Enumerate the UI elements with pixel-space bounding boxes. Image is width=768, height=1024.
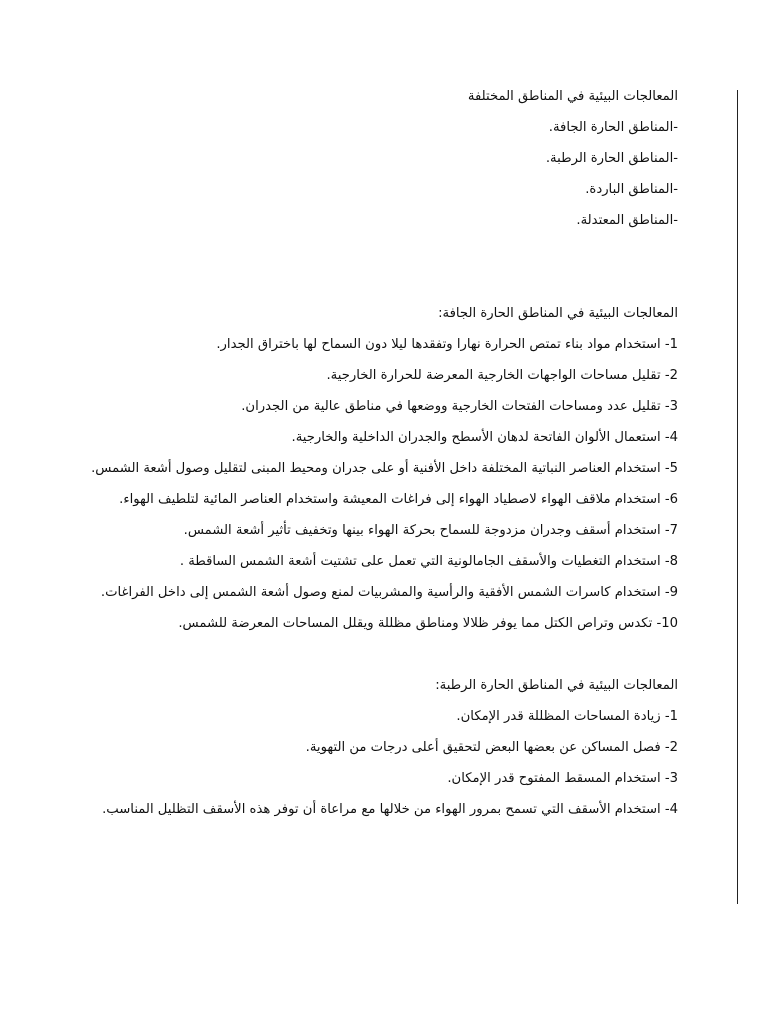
list-item: 4- استعمال الألوان الفاتحة لدهان الأسطح والجدران الداخلية والخارجية.	[291, 430, 678, 445]
blank-space	[78, 243, 678, 305]
list-item: -المناطق الباردة.	[585, 182, 678, 197]
list-item: -المناطق المعتدلة.	[576, 213, 678, 228]
section-title-intro: المعالجات البيئية في المناطق المختلفة	[467, 89, 678, 104]
list-item: 3- تقليل عدد ومساحات الفتحات الخارجية ووضعها في مناطق عالية من الجدران.	[241, 399, 678, 414]
list-item: 5- استخدام العناصر النباتية المختلفة داخل الأفنية أو على جدران ومحيط المبنى لتقليل وصول أشعة الشمس.	[91, 461, 678, 476]
section-title-hot-humid: المعالجات البيئية في المناطق الحارة الرطبة:	[435, 678, 678, 693]
list-item: 8- استخدام التغطيات والأسقف الجامالونية التي تعمل على تشتيت أشعة الشمس الساقطة .	[179, 554, 678, 569]
list-item: 7- استخدام أسقف وجدران مزدوجة للسماح بحركة الهواء بينها وتخفيف تأثير أشعة الشمس.	[183, 523, 678, 538]
blank-space	[78, 646, 678, 677]
list-item: 1- زيادة المساحات المظللة قدر الإمكان.	[456, 709, 678, 724]
list-item: 2- تقليل مساحات الواجهات الخارجية المعرضة للحرارة الخارجية.	[326, 368, 678, 383]
section-title-hot-dry: المعالجات البيئية في المناطق الحارة الجافة:	[438, 306, 678, 321]
document-body	[78, 88, 678, 832]
list-item: 6- استخدام ملاقف الهواء لاصطياد الهواء إلى فراغات المعيشة واستخدام العناصر المائية لتلطيف الهواء.	[119, 492, 678, 507]
list-item: -المناطق الحارة الجافة.	[548, 120, 678, 135]
list-item: 2- فصل المساكن عن بعضها البعض لتحقيق أعلى درجات من التهوية.	[305, 740, 678, 755]
list-item: -المناطق الحارة الرطبة.	[545, 151, 678, 166]
list-item: 4- استخدام الأسقف التي تسمح بمرور الهواء من خلالها مع مراعاة أن توفر هذه الأسقف التظليل المناسب.	[102, 802, 678, 817]
list-item: 1- استخدام مواد بناء تمتص الحرارة نهارا وتفقدها ليلا دون السماح لها باختراق الجدار.	[216, 337, 678, 352]
list-item: 3- استخدام المسقط المفتوح قدر الإمكان.	[447, 771, 678, 786]
margin-rule	[737, 90, 738, 904]
list-item: 10- تكدس وتراص الكتل مما يوفر ظلالا ومناطق مظللة ويقلل المساحات المعرضة للشمس.	[178, 616, 678, 631]
list-item: 9- استخدام كاسرات الشمس الأفقية والرأسية والمشربيات لمنع وصول أشعة الشمس إلى داخل الفراغات.	[100, 585, 678, 600]
